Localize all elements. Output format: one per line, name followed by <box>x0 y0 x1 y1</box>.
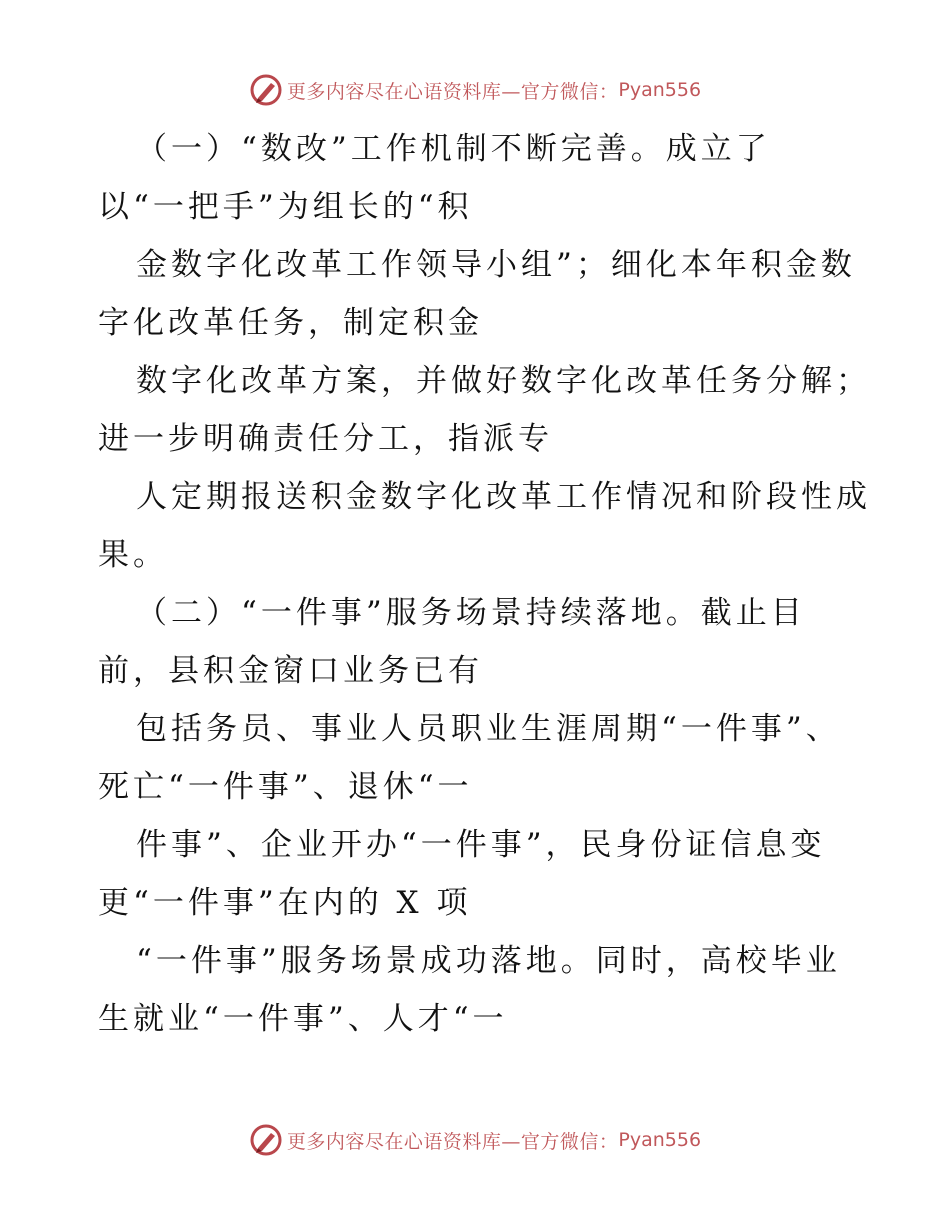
text-line: “一件事”服务场景成功落地。同时，高校毕业 <box>136 943 841 979</box>
text-line: 前，县积金窗口业务已有 <box>98 653 483 689</box>
paragraph-2 <box>98 584 858 1048</box>
document-body <box>98 120 871 1048</box>
pen-logo-icon <box>249 1123 283 1157</box>
text-line: 件事”、企业开办“一件事”，民身份证信息变 <box>136 827 826 863</box>
banner-text: 更多内容尽在心语资料库—官方微信： <box>286 80 619 103</box>
banner-text: 更多内容尽在心语资料库—官方微信： <box>286 1130 619 1153</box>
banner-wechat-id: Pyan556 <box>618 1129 702 1151</box>
text-line: 金数字化改革工作领导小组”；细化本年积金数 <box>136 247 856 283</box>
text-line: 果。 <box>98 537 168 573</box>
pen-logo-icon <box>249 73 283 107</box>
text-line: 数字化改革方案，并做好数字化改革任务分解； <box>136 363 871 399</box>
text-line: 字化改革任务，制定积金 <box>98 305 483 341</box>
header-watermark-banner <box>0 70 950 110</box>
text-line: 死亡“一件事”、退休“一 <box>98 769 473 805</box>
paragraph-1 <box>98 120 871 584</box>
text-line: 更“一件事”在内的 X 项 <box>98 885 472 921</box>
text-line: 进一步明确责任分工，指派专 <box>98 421 553 457</box>
text-line: 人定期报送积金数字化改革工作情况和阶段性成 <box>136 479 871 515</box>
text-line: 以“一把手”为组长的“积 <box>98 189 473 225</box>
banner-wechat-id: Pyan556 <box>618 79 702 101</box>
text-line: （二）“一件事”服务场景持续落地。截止目 <box>136 595 806 631</box>
footer-watermark-banner <box>0 1120 950 1160</box>
text-line: （一）“数改”工作机制不断完善。成立了 <box>136 131 771 167</box>
text-line: 包括务员、事业人员职业生涯周期“一件事”、 <box>136 711 841 747</box>
text-line: 生就业“一件事”、人才“一 <box>98 1001 508 1037</box>
